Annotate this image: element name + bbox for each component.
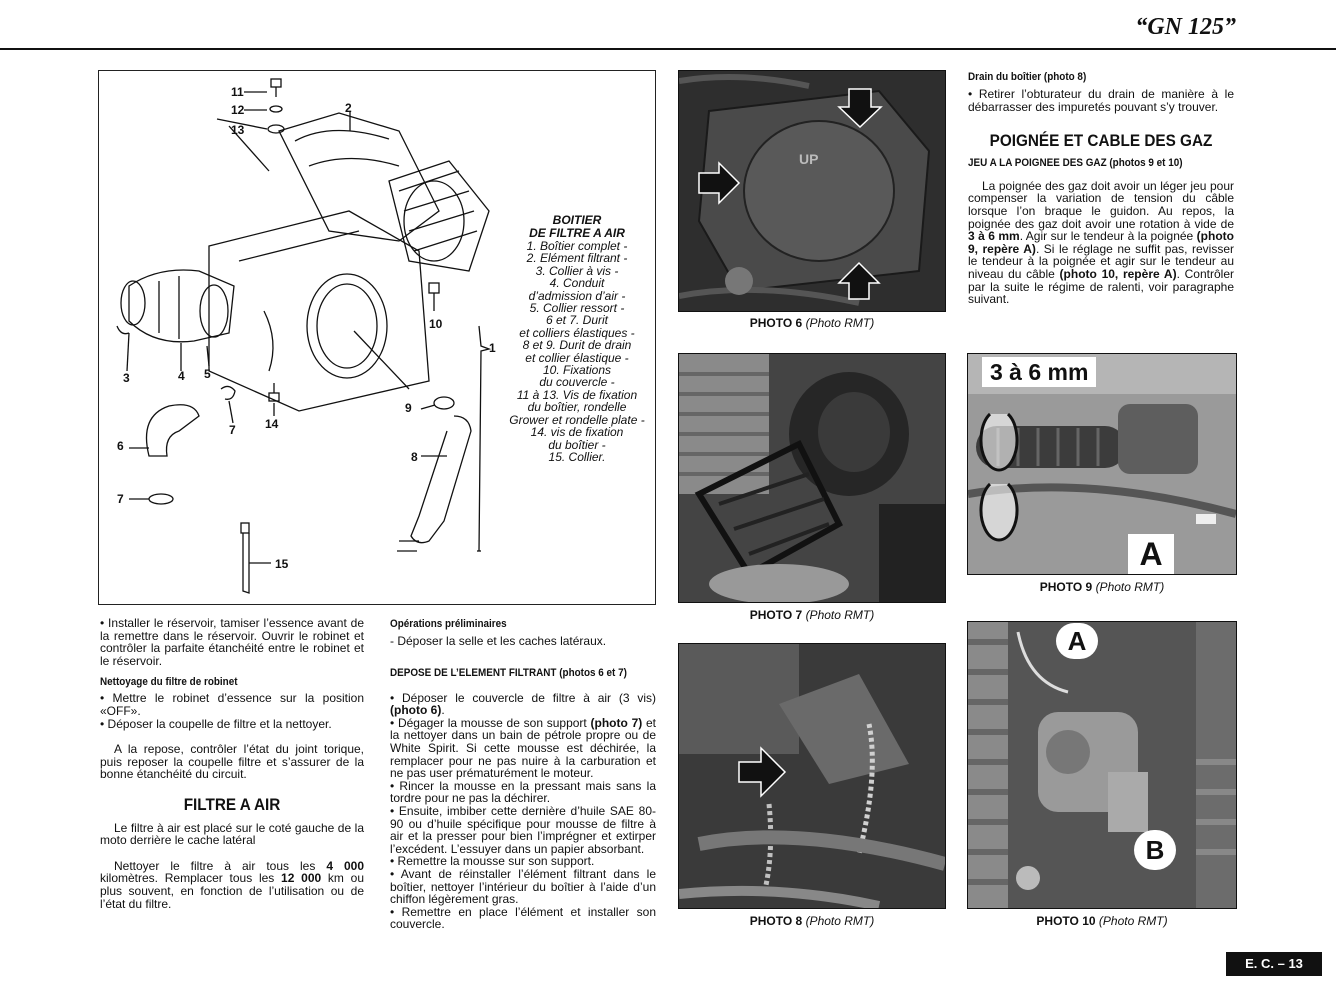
col2-heading-preliminaires: Opérations préliminaires: [390, 618, 507, 630]
col2-bullet-3: • Rincer la mousse en la pressant mais sans la tordre pour ne pas la déchirer.: [390, 778, 656, 806]
photo-9-label-a: A: [1128, 534, 1174, 574]
callout-4: 4: [178, 369, 185, 383]
callout-5: 5: [204, 367, 211, 381]
callout-2: 2: [345, 101, 352, 115]
col4-paragraph-2: La poignée des gaz doit avoir un léger jeu pour compenser la variation de tension du câble lorsque l’on braque le guidon. Au repos, la poignée des gaz doit avoir une rotation à vide de 3 à 6 mm. Agir sur le tendeur à la poignée (photo 9, repère A). Si le réglage ne suffit pas, revisser le tendeur à la poignée et agir sur le tendeur au niveau du câble (photo 10, repère A). Contrôler par la suite le régime de ralenti, voir paragraphe suivant.: [968, 178, 1235, 307]
col2-bullet-6: • Avant de réinstaller l’élément filtrant dans le boîtier, nettoyer l’intérieur du boîtier à l’aide d’un chiffon légèrement gras.: [390, 866, 656, 907]
photo-8-image: [679, 644, 945, 908]
page-number-tag: E. C. – 13: [1226, 952, 1322, 976]
col1-heading-robinet: Nettoyage du filtre de robinet: [100, 676, 238, 689]
photo-10: [967, 621, 1237, 909]
col2-bullet-4: • Ensuite, imbiber cette dernière d’huile SAE 80-90 ou d’huile spécifique pour mousse de filtre à air et la presser pour bien l’imprégner et extirper l’excédent. L’essuyer dans un papier absorbant.: [390, 803, 656, 856]
col2-heading-depose: DEPOSE DE L’ELEMENT FILTRANT (photos 6 et 7): [390, 666, 627, 679]
photo-10-image: [968, 622, 1236, 908]
air-filter-diagram: [98, 70, 656, 605]
callout-6: 6: [117, 439, 124, 453]
callout-7-upper: 7: [229, 423, 236, 437]
photo-7-image: [679, 354, 945, 602]
diagram-caption-title-2: DE FILTRE A AIR: [529, 226, 625, 240]
column-4: [968, 70, 1234, 306]
col2-paragraph-1: - Déposer la selle et les caches latéraux.: [390, 634, 607, 648]
callout-7-lower: 7: [117, 492, 124, 506]
photo-10-label-a: A: [1056, 623, 1098, 659]
photo-9: [967, 353, 1237, 575]
header-rule: [0, 48, 1336, 50]
callout-3: 3: [123, 371, 130, 385]
photo-7: [678, 353, 946, 603]
photo-8: [678, 643, 946, 909]
photo-9-image: [968, 354, 1236, 574]
callout-13: 13: [231, 123, 245, 137]
col4-heading-jeu: JEU A LA POIGNEE DES GAZ (photos 9 et 10): [968, 156, 1183, 169]
callout-15: 15: [275, 557, 289, 571]
diagram-legend: 1. Boîtier complet - 2. Elément filtrant - 3. Collier à vis - 4. Conduit d’admission d’air - 5. Collier ressort - 6 et 7. Durit et colliers élastiques - 8 et 9. Durit de drain et collier élastique - 10. Fixations du couvercle - 11 à 13. Vis de fixation du boîtier, rondelle Grower et rondelle plate - 14. vis de fixation du boîtier - 15. Collier.: [509, 239, 645, 464]
col2-bullet-7: • Remettre en place l’élément et installer son couvercle.: [390, 904, 656, 932]
col4-heading-poignee: POIGNÉE ET CABLE DES GAZ: [989, 131, 1213, 151]
callout-10: 10: [429, 317, 443, 331]
col1-paragraph-1: • Installer le réservoir, tamiser l’essence avant de la remettre dans le réservoir. Ouvrir le robinet et contrôler la parfaite étanchéité entre le robinet et le réservoir.: [100, 616, 364, 668]
photo-6: [678, 70, 946, 312]
callout-11: 11: [231, 85, 244, 99]
callout-9: 9: [405, 401, 412, 415]
col4-paragraph-1: • Retirer l’obturateur du drain de manière à le débarrasser des impuretés pouvant s’y trouver.: [968, 87, 1234, 114]
callout-14: 14: [265, 417, 279, 431]
column-2: [390, 617, 656, 931]
photo-9-caption: PHOTO 9 (Photo RMT): [1039, 580, 1165, 594]
photo-10-caption: PHOTO 10 (Photo RMT): [1036, 914, 1168, 928]
col2-bullet-1: • Déposer le couvercle de filtre à air (3 vis) (photo 6).: [390, 690, 656, 718]
column-1: [100, 617, 364, 910]
col2-bullet-2: • Dégager la mousse de son support (photo 7) et la nettoyer dans un bain de pétrole propre ou de White Spirit. Si cette mousse est déchirée, la remplacer pour ne pas nuire à la carburation et ne pas user prématurément le moteur.: [390, 715, 656, 781]
col1-paragraph-5: Nettoyer le filtre à air tous les 4 000 kilomètres. Remplacer tous les 12 000 km ou plus souvent, en fonction de l’utilisation ou de l’état du filtre.: [100, 858, 365, 911]
running-title: “GN 125”: [1135, 14, 1236, 40]
col1-heading-filtre: FILTRE A AIR: [183, 794, 281, 814]
photo-10-label-b: B: [1134, 830, 1176, 870]
col1-paragraph-4: Le filtre à air est placé sur le coté gauche de la moto derrière le cache latéral: [100, 820, 364, 848]
diagram-caption-title-1: BOITIER: [552, 213, 602, 227]
col2-bullet-5: • Remettre la mousse sur son support.: [390, 854, 595, 869]
callout-12: 12: [231, 103, 245, 117]
col1-paragraph-3: A la repose, contrôler l’état du joint torique, puis reposer la coupelle filtre et s’assurer de la bonne étanchéité du circuit.: [100, 742, 364, 782]
callout-8: 8: [411, 450, 418, 464]
col1-bullet-1: • Mettre le robinet d’essence sur la position «OFF».: [100, 691, 364, 718]
photo-6-caption: PHOTO 6 (Photo RMT): [749, 316, 875, 330]
col4-heading-drain: Drain du boîtier (photo 8): [968, 71, 1087, 83]
photo-8-caption: PHOTO 8 (Photo RMT): [749, 914, 875, 928]
photo-7-caption: PHOTO 7 (Photo RMT): [749, 608, 875, 622]
col1-bullet-2: • Déposer la coupelle de filtre et la nettoyer.: [100, 716, 332, 731]
photo-6-marking: UP: [799, 151, 819, 167]
callout-1: 1: [489, 341, 496, 355]
diagram-caption: [501, 214, 653, 463]
photo-6-image: [679, 71, 945, 311]
photo-9-range-label: 3 à 6 mm: [982, 357, 1096, 387]
